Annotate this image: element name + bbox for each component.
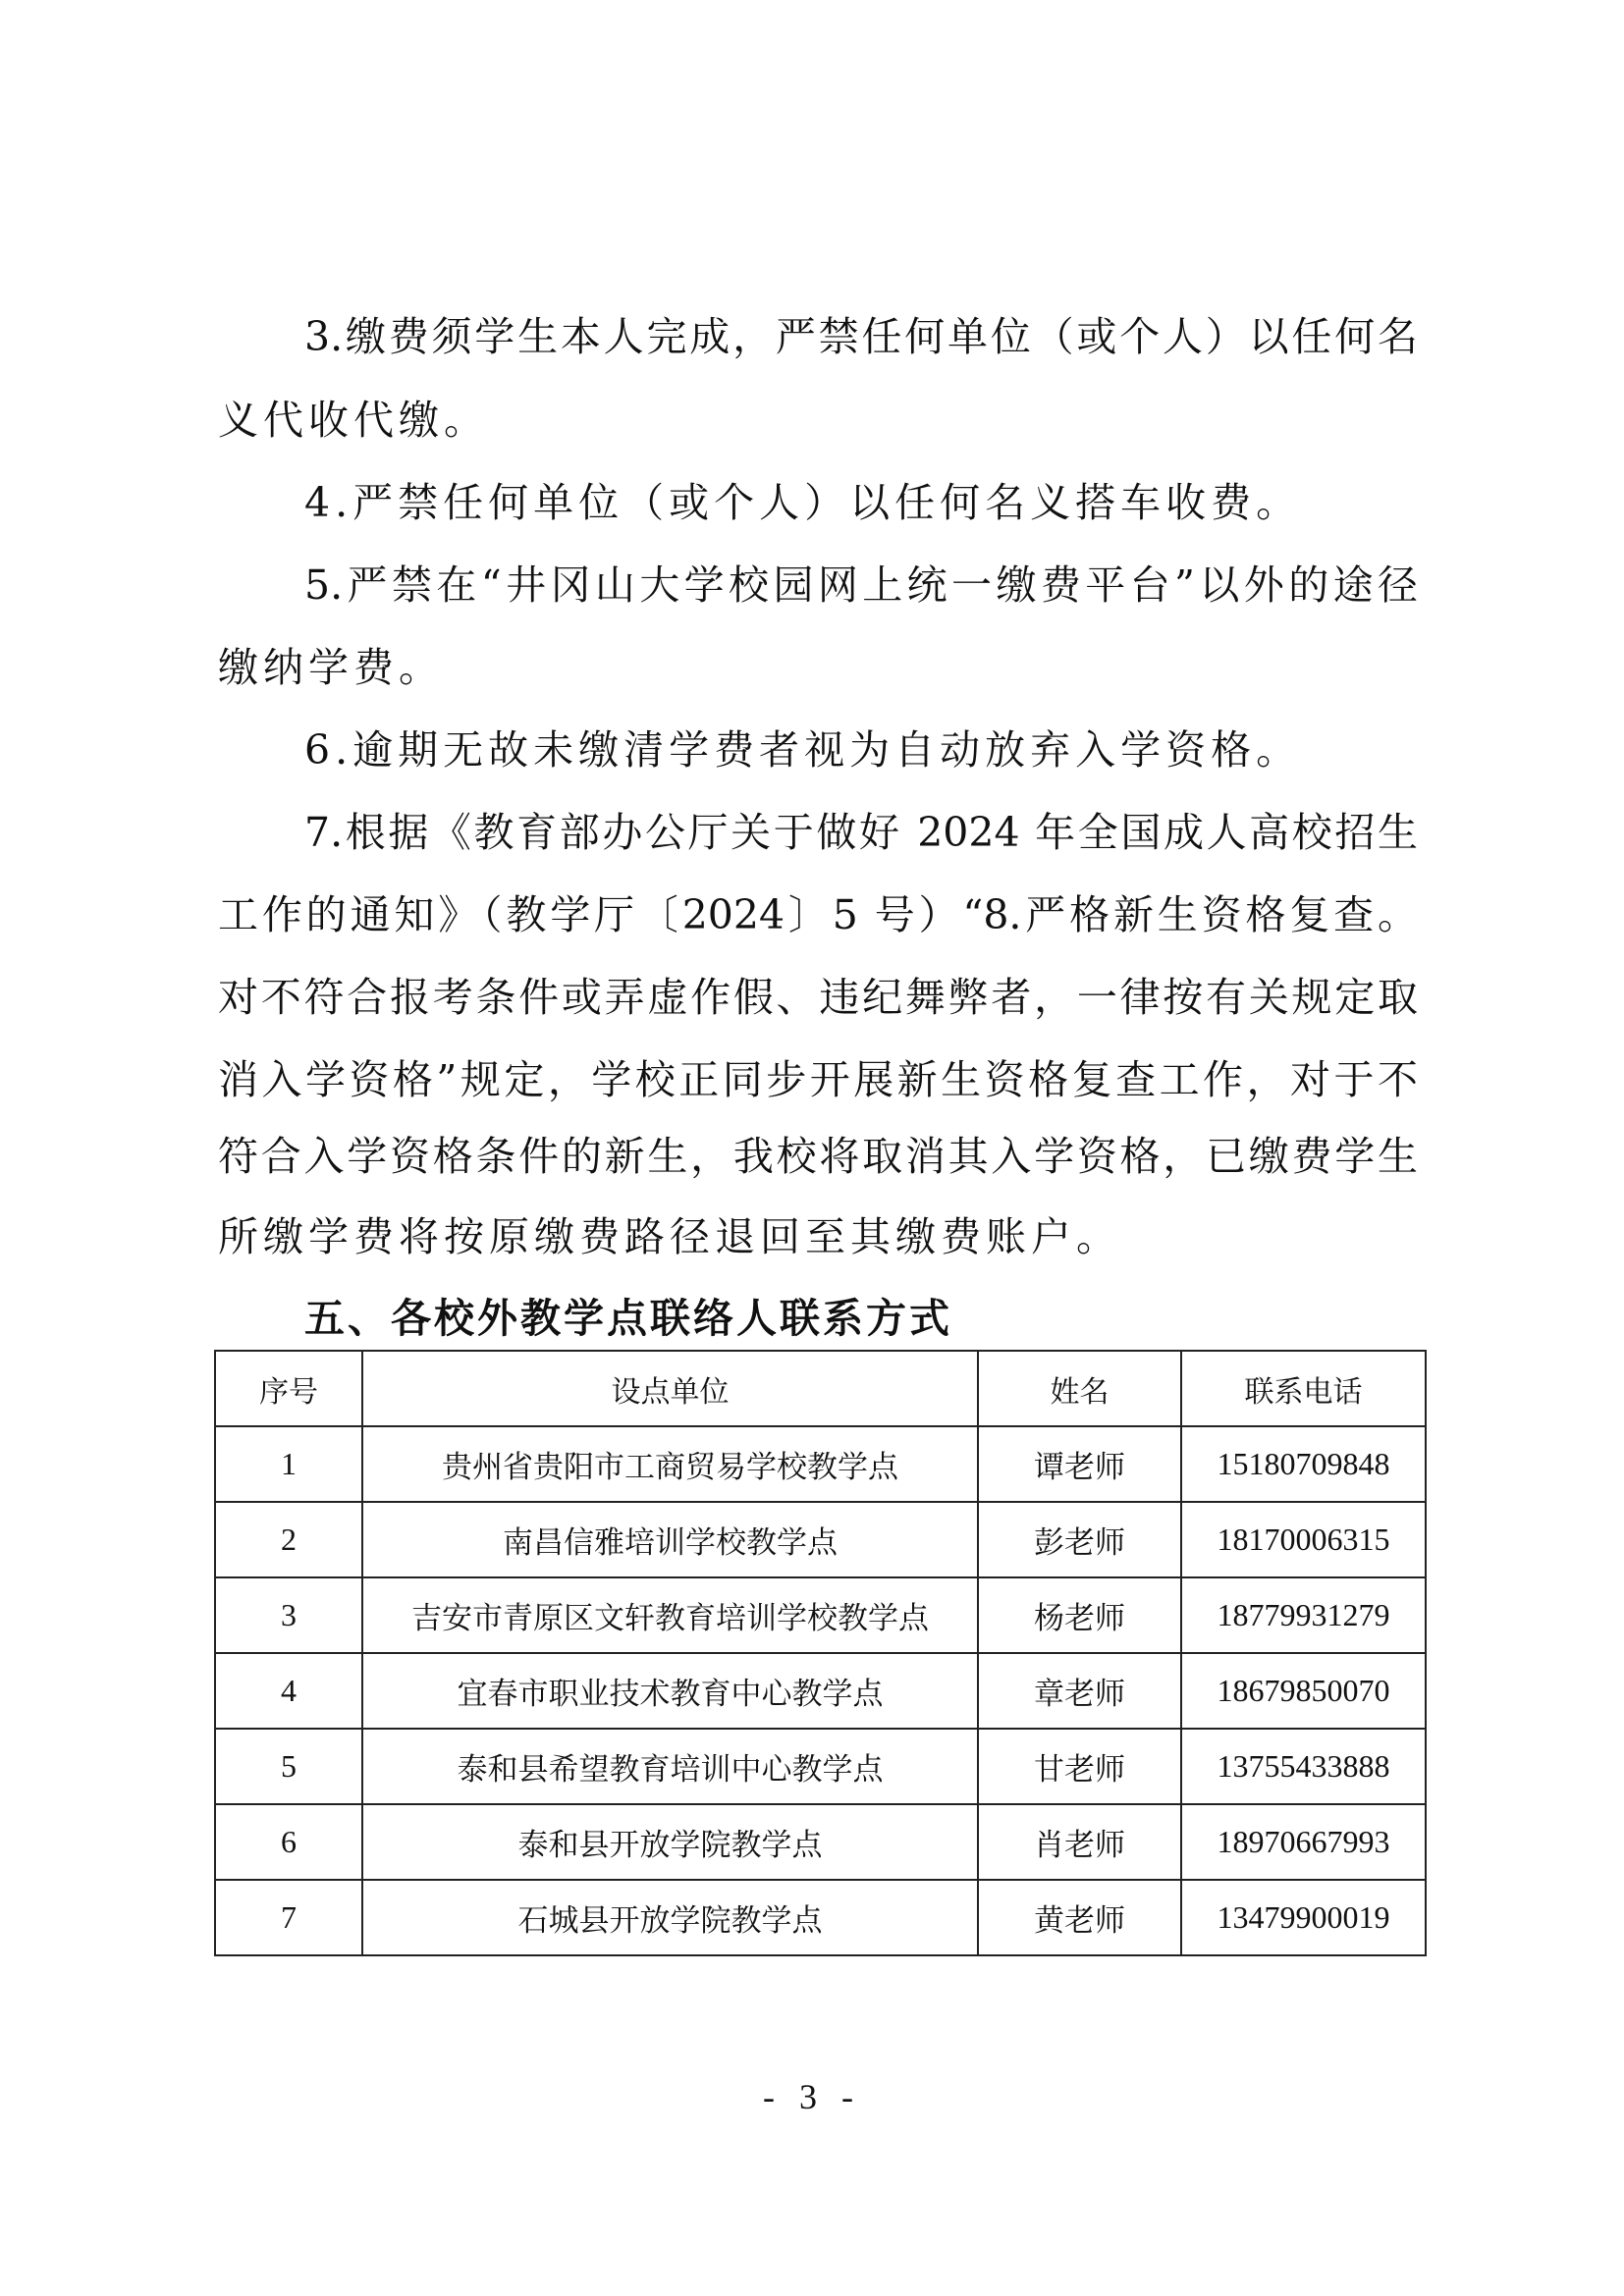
- cell-name: 彭老师: [978, 1502, 1181, 1577]
- cell-index: 7: [215, 1880, 362, 1955]
- page-number: - 3 -: [763, 2077, 861, 2116]
- table-row: [215, 1804, 1426, 1880]
- table-row: [215, 1577, 1426, 1653]
- header-name: 姓名: [978, 1351, 1181, 1426]
- cell-site: 泰和县希望教育培训中心教学点: [362, 1729, 978, 1804]
- header-site: 设点单位: [362, 1351, 978, 1426]
- paragraph-3-line-2: 义代收代缴。: [218, 397, 489, 444]
- header-phone: 联系电话: [1181, 1351, 1426, 1426]
- table-header-row: [215, 1351, 1426, 1426]
- cell-site: 泰和县开放学院教学点: [362, 1804, 978, 1880]
- paragraph-7-line-1: 7.根据《教育部办公厅关于做好 2024 年全国成人高校招生: [304, 809, 1418, 856]
- cell-index: 1: [215, 1426, 362, 1502]
- cell-phone: 13755433888: [1181, 1729, 1426, 1804]
- contacts-table: [214, 1350, 1427, 1956]
- cell-site: 石城县开放学院教学点: [362, 1880, 978, 1955]
- cell-index: 3: [215, 1577, 362, 1653]
- cell-name: 黄老师: [978, 1880, 1181, 1955]
- cell-site: 吉安市青原区文轩教育培训学校教学点: [362, 1577, 978, 1653]
- paragraph-6: 6.逾期无故未缴清学费者视为自动放弃入学资格。: [304, 726, 1302, 774]
- cell-site: 南昌信雅培训学校教学点: [362, 1502, 978, 1577]
- paragraph-7-line-5: 符合入学资格条件的新生，我校将取消其入学资格，已缴费学生: [218, 1133, 1418, 1180]
- paragraph-7-line-3: 对不符合报考条件或弄虚作假、违纪舞弊者，一律按有关规定取: [218, 974, 1418, 1021]
- table-row: [215, 1502, 1426, 1577]
- cell-name: 杨老师: [978, 1577, 1181, 1653]
- paragraph-7-line-4: 消入学资格”规定，学校正同步开展新生资格复查工作，对于不: [218, 1056, 1418, 1103]
- paragraph-5-line-2: 缴纳学费。: [218, 644, 444, 691]
- cell-name: 章老师: [978, 1653, 1181, 1729]
- cell-index: 2: [215, 1502, 362, 1577]
- paragraph-5-line-1: 5.严禁在“井冈山大学校园网上统一缴费平台”以外的途径: [304, 561, 1418, 609]
- paragraph-3-line-1: 3.缴费须学生本人完成，严禁任何单位（或个人）以任何名: [304, 313, 1418, 360]
- table-row: [215, 1426, 1426, 1502]
- cell-phone: 18170006315: [1181, 1502, 1426, 1577]
- header-index: 序号: [215, 1351, 362, 1426]
- cell-phone: 15180709848: [1181, 1426, 1426, 1502]
- cell-phone: 13479900019: [1181, 1880, 1426, 1955]
- cell-index: 4: [215, 1653, 362, 1729]
- section-title: 五、各校外教学点联络人联系方式: [304, 1295, 952, 1342]
- table-row: [215, 1880, 1426, 1955]
- table-row: [215, 1653, 1426, 1729]
- cell-index: 6: [215, 1804, 362, 1880]
- cell-name: 甘老师: [978, 1729, 1181, 1804]
- paragraph-4: 4.严禁任何单位（或个人）以任何名义搭车收费。: [304, 479, 1302, 526]
- cell-index: 5: [215, 1729, 362, 1804]
- cell-name: 肖老师: [978, 1804, 1181, 1880]
- table-row: [215, 1729, 1426, 1804]
- cell-phone: 18970667993: [1181, 1804, 1426, 1880]
- cell-site: 贵州省贵阳市工商贸易学校教学点: [362, 1426, 978, 1502]
- cell-site: 宜春市职业技术教育中心教学点: [362, 1653, 978, 1729]
- cell-phone: 18679850070: [1181, 1653, 1426, 1729]
- cell-name: 谭老师: [978, 1426, 1181, 1502]
- paragraph-7-line-2: 工作的通知》（教学厅〔2024〕5 号）“8.严格新生资格复查。: [218, 891, 1418, 938]
- paragraph-7-line-6: 所缴学费将按原缴费路径退回至其缴费账户。: [218, 1213, 1121, 1260]
- cell-phone: 18779931279: [1181, 1577, 1426, 1653]
